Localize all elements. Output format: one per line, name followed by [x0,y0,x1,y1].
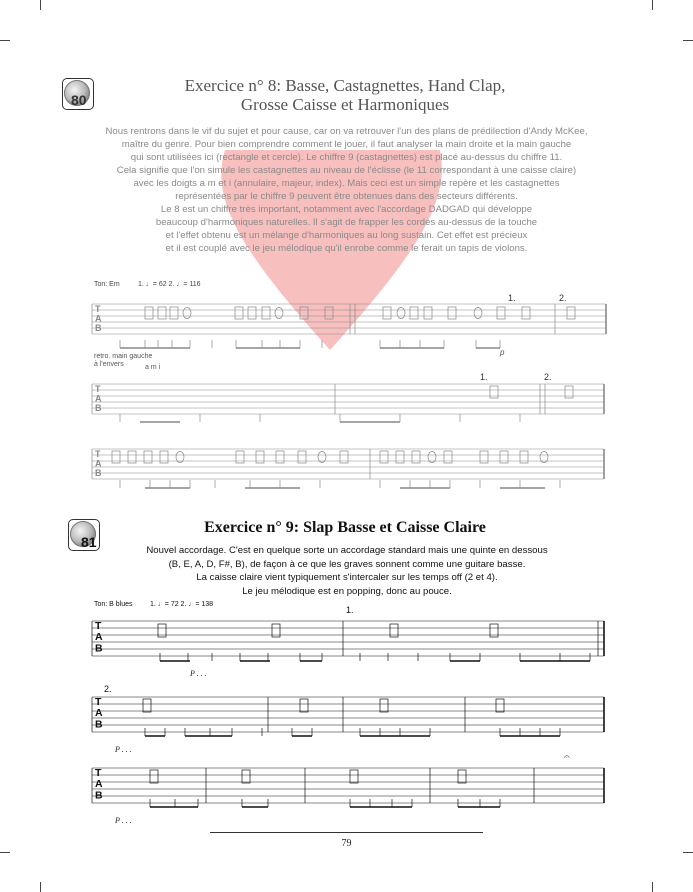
tab-rect [235,307,243,319]
exercise9-line: Nouvel accordage. C'est en quelque sorte un accordage standard mais une quinte en dessous [146,545,548,556]
cd-track-number: 81 [81,534,97,550]
tab-rect [380,699,388,712]
cd-track-number: 80 [71,92,87,108]
tab-clef-letter: B [95,718,103,731]
tab-clef-letter: A [95,458,102,469]
exercise8-line: qui sont utilisées ici (rectangle et cercle). Le chiffre 9 (castagnettes) est placé au-dessus du chiffre 11. [130,152,563,163]
picking-mark: P . . . [115,745,132,754]
tab-clef-letter: T [95,767,102,779]
tab-circle [474,308,482,319]
tab-rect [567,307,575,319]
volta-1: 1. [508,293,516,303]
tab-clef-letter: A [95,393,102,404]
tab-clef-letter: T [95,384,101,394]
exercise8-line: beaucoup d'harmoniques naturelles. Il s'agit de frapper les cordes au-dessus de la touche [155,217,538,228]
tab-rect [300,307,308,319]
tab-rect [300,699,308,712]
exercise8-line: et il est couplé avec le jeu mélodique qu'il enrobe comme le ferait un tapis de violons. [165,243,528,254]
tab-clef-letter: T [95,620,102,632]
tab-rect [383,307,391,319]
tab-rect [248,307,256,319]
exercise8-line: Le 8 est un chiffre très important, notamment avec l'accordage DADGAD qui développe [160,204,533,215]
tab-rect [242,770,250,783]
tab-circle [275,308,283,319]
volta-2: 2. [559,293,567,303]
tab-rect [145,307,153,319]
exercise9-line: Le jeu mélodique est en popping, donc au pouce. [242,585,452,597]
tab-rect [496,699,504,712]
tab-rect [262,307,270,319]
tab-rect [150,770,158,783]
tab-clef-letter: A [95,313,102,324]
tab-clef-letter: A [95,707,103,720]
footer-rule [210,832,483,833]
tab-clef-letter: T [95,449,101,459]
tab-circle [183,308,191,319]
tab-clef-letter: B [95,403,102,414]
tab-rect [458,770,466,783]
picking-mark: P . . . [190,669,207,678]
tab-clef-letter: B [95,323,102,334]
tab-rect [448,307,456,319]
exercise9-tempo: 1. ♩= 72 2. ♩= 138 [150,601,214,608]
volta-2: 2. [104,684,112,694]
tab-annotation: retro. main gauche [94,353,153,360]
exercise9-line: (B, E, A, D, F#, B), de façon à ce que les graves sonnent comme une guitare basse. [168,558,526,570]
exercise9-line: La caisse claire vient typiquement s'intercaler sur les temps off (2 et 4). [196,572,498,583]
exercise8-line: Cela signifie que l'on simule les castagnettes au niveau de l'éclisse (le 11 correspondant à une caisse claire) [116,165,577,176]
exercise8-line: représentées par le chiffre 9 peuvent être obtenues dans des secteurs différents. [175,191,518,202]
tab-rect [424,307,432,319]
tab-rect [325,307,333,319]
exercise8-line: et l'effet obtenu est un mélange d'harmoniques au long sustain. Cet effet est précieux [165,230,528,241]
exercise9-tuning: Ton: B blues [94,601,133,608]
tab-circle [397,308,405,319]
finger-marks: a m i [145,364,161,371]
pick-mark: p [500,348,505,357]
picking-mark: P . . . [115,816,132,825]
exercise8-line: avec les doigts a m et i (annulaire, majeur, index). Mais ceci est un simple repère et les castagnettes [133,178,560,189]
exercise9-title: Exercice n° 9: Slap Basse et Caisse Claire [204,519,486,536]
exercise8-tempo: 1. ♩= 62 2. ♩= 116 [138,281,201,288]
tab-annotation: à l'envers [94,361,124,368]
exercise8-title-line2: Grosse Caisse et Harmoniques [240,95,450,114]
exercise8-tuning: Ton: Em [94,281,120,288]
volta-1: 1. [346,605,354,615]
tab-rect [158,307,166,319]
volta-1: 1. [480,372,488,382]
fermata: 𝄐 [564,752,570,763]
tab-clef-letter: B [95,468,102,479]
tab-clef-letter: B [95,642,103,655]
page-number: 79 [341,838,352,849]
tab-rect [143,699,151,712]
tab-rect [497,307,505,319]
tab-clef-letter: B [95,789,103,802]
tab-rect [350,770,358,783]
tab-rect [410,307,418,319]
exercise8-line: Nous rentrons dans le vif du sujet et pour cause, car on va retrouver l'un des plans de prédilection d'Andy McKee, [105,126,588,137]
tab-clef-letter: T [95,696,102,708]
exercise8-line: maître du genre. Pour bien comprendre comment le jouer, il faut analyser la main droite et la main gauche [121,139,572,150]
volta-2: 2. [544,372,552,382]
tab-clef-letter: T [95,304,101,314]
exercise8-title-line1: Exercice n° 8: Basse, Castagnettes, Hand Clap, [184,76,506,95]
tab-clef-letter: A [95,778,103,791]
tab-rect [522,307,530,319]
tab-clef-letter: A [95,631,103,644]
tab-rect [170,307,178,319]
